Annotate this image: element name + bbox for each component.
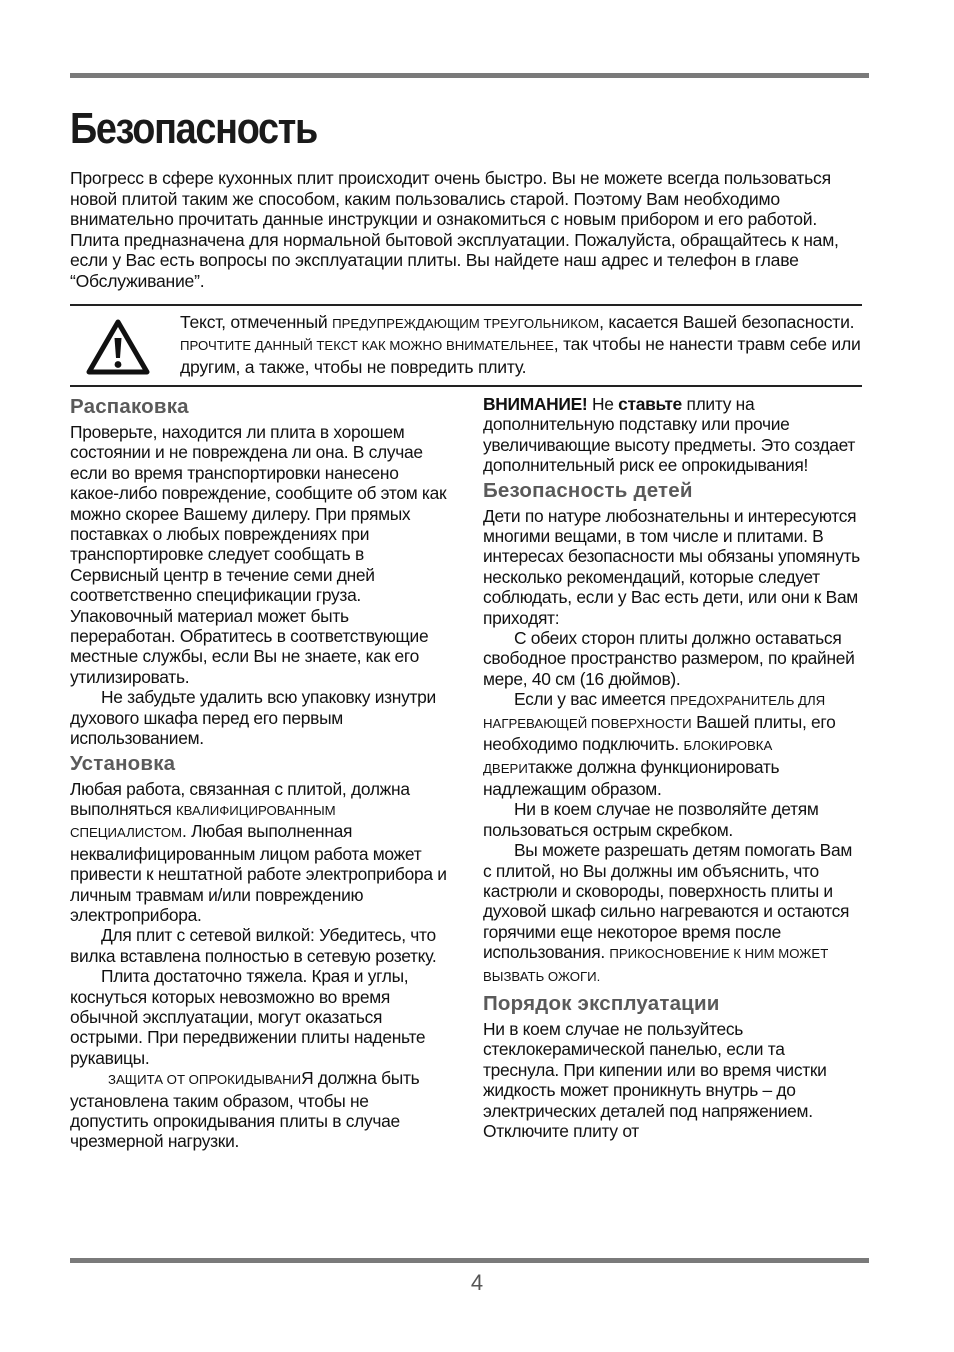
warning-box: [70, 304, 862, 387]
installation-heading: Установка: [70, 751, 176, 775]
installation-paragraph-1: Любая работа, связанная с плитой, должна выполняться КВАЛИФИЦИРОВАННЫМ СПЕЦИАЛИСТОМ. Любая выполненная неквалифицированным лицом работа может привести к нештатной работе электроприбора и личным травмам и/или повреждению электроприбора.: [70, 778, 447, 925]
children-paragraph-1: Дети по натуре любознательны и интересуются многими вещами, в том числе и плитами. В интересах безопасности мы обязаны упомянуть несколько рекомендаций, которые следует соблюдать, если у Вас есть дети, или они к Вам приходят:: [483, 505, 860, 628]
unpacking-paragraph-1: Проверьте, находится ли плита в хорошем состоянии и не повреждена ли она. В случае если во время транспортировки нанесено какое-либо повреждение, сообщите об этом как можно скорее Вашему дилеру. При прямых поставках о любых повреждениях при транспортировке следует сообщать в Сервисный центр в течение семи дней соответственно спецификации груза. Упаковочный материал может быть переработан. Обратитесь в соответствующие местные службы, если Вы не знаете, как его утилизировать.: [70, 422, 447, 687]
intro-paragraph: Прогресс в сфере кухонных плит происходит очень быстро. Вы не можете всегда пользоваться новой плитой таким же способом, каким пользовались старой. Поэтому Вам необходимо внимательно прочитать данные инструкции и ознакомиться с новым прибором и его работой. Плита предназначена для нормальной бытовой эксплуатации. Пожалуйста, обращайтесь к нам, если у Вас есть вопросы по эксплуатации плиты. Вы найдете наш адрес и телефон в главе “Обслуживание”.: [70, 168, 839, 291]
children-paragraph-2: С обеих сторон плиты должно оставаться свободное пространство размером, по крайней мере, 40 см (16 дюймов).: [483, 628, 855, 689]
top-rule: [70, 73, 869, 78]
installation-paragraph-2: Для плит с сетевой вилкой: Убедитесь, что вилка вставлена полностью в сетевую розетку.: [70, 925, 437, 966]
unpacking-heading: Распаковка: [70, 395, 189, 418]
warning-text: Текст, отмеченный ПРЕДУПРЕЖДАЮЩИМ ТРЕУГОЛЬНИКОМ, касается Вашей безопасности. ПРОЧТИТЕ ДАННЫЙ ТЕКСТ КАК МОЖНО ВНИМАТЕЛЬНЕЕ, так чтобы не нанести травм себе или другим, а также, чтобы не повредить плиту.: [180, 312, 861, 377]
children-paragraph-5: Вы можете разрешать детям помогать Вам с плитой, но Вы должны им объяснить, что кастрюли и сковороды, поверхность плиты и духовой шкаф сильно нагреваются и остаются горячими еще некоторое время после использования. ПРИКОСНОВЕНИЕ К НИМ МОЖЕТ ВЫЗВАТЬ ОЖОГИ.: [483, 840, 852, 984]
warning-triangle-icon: [85, 318, 151, 376]
installation-paragraph-3: Плита достаточно тяжела. Края и углы, коснуться которых невозможно во время обычной эксплуатации, могут оказаться острыми. При передвижении плиты наденьте рукавицы.: [70, 966, 426, 1068]
page-number: 4: [470, 1270, 484, 1295]
operation-heading: Порядок эксплуатации: [483, 991, 720, 1015]
installation-paragraph-4: ЗАЩИТА ОТ ОПРОКИДЫВАНИЯ должна быть установлена таким образом, чтобы не допустить опрокидывания плиты в случае чрезмерной нагрузки.: [70, 1068, 420, 1152]
children-paragraph-3: Если у вас имеется ПРЕДОХРАНИТЕЛЬ ДЛЯ НАГРЕВАЮЩЕЙ ПОВЕРХНОСТИ Вашей плиты, его необходимо подключить. БЛОКИРОВКА ДВЕРИтакже должна функционировать надлежащим образом.: [483, 689, 836, 799]
right-column: [483, 392, 863, 1141]
page-title: Безопасность: [70, 104, 318, 153]
bottom-rule: [70, 1258, 869, 1263]
left-column: [70, 392, 450, 1152]
children-safety-heading: Безопасность детей: [483, 478, 693, 502]
children-paragraph-4: Ни в коем случае не позволяйте детям пользоваться острым скребком.: [483, 799, 819, 840]
unpacking-paragraph-2: Не забудьте удалить всю упаковку изнутри духового шкафа перед его первым использованием.: [70, 687, 436, 749]
attention-paragraph: ВНИМАНИЕ! Не ставьте плиту на дополнительную подставку или прочие увеличивающие высоту предметы. Это создает дополнительный риск ее опрокидывания!: [483, 394, 856, 476]
operation-paragraph-1: Ни в коем случае не пользуйтесь стеклокерамической панелью, если та треснула. При кипении или во время чистки жидкость может проникнуть внутрь – до электрических деталей под напряжением. Отключите плиту от: [483, 1018, 827, 1141]
